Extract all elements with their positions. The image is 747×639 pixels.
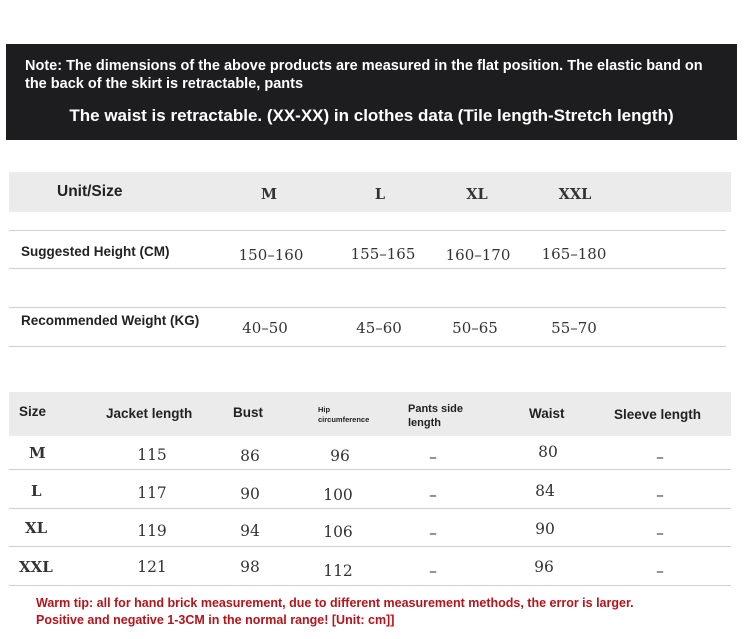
hip-xxl: 112 (323, 562, 353, 580)
jacket-xxl: 121 (137, 558, 167, 576)
divider (9, 469, 731, 470)
bust-xxl: 98 (240, 558, 260, 576)
row-size-xxl: XXL (19, 558, 53, 576)
sleeve-l: – (656, 486, 664, 504)
hip-xl: 106 (323, 523, 353, 541)
col-header-hip: Hip circumference (318, 405, 370, 424)
bust-xl: 94 (240, 522, 260, 540)
weight-xl: 50–65 (452, 319, 498, 337)
note-text: Note: The dimensions of the above products are measured in the flat position. The elastic band on the back of the skirt is retractable, pants (25, 58, 703, 92)
jacket-m: 115 (137, 446, 167, 464)
height-xxl: 165–180 (541, 245, 607, 263)
hip-m: 96 (330, 447, 350, 465)
waist-l: 84 (535, 482, 555, 500)
warm-tip-line1: Warm tip: all for hand brick measurement, due to different measurement methods, the error is larger. (36, 596, 634, 610)
col-header-bust: Bust (233, 405, 263, 420)
measurement-table-header (9, 392, 731, 436)
col-header-jacket-length: Jacket length (106, 406, 193, 421)
size-header-m: M (260, 186, 278, 203)
suggested-height-label: Suggested Height (CM) (21, 244, 170, 259)
waist-xl: 90 (535, 520, 555, 538)
weight-xxl: 55–70 (551, 319, 597, 337)
pants-m: – (429, 448, 437, 466)
weight-m: 40–50 (242, 319, 288, 337)
sleeve-m: – (656, 448, 664, 466)
divider (9, 307, 726, 308)
bust-m: 86 (240, 447, 260, 465)
pants-xxl: – (429, 562, 437, 580)
col-header-waist: Waist (529, 406, 565, 421)
recommended-weight-label: Recommended Weight (KG) (21, 313, 200, 328)
height-m: 150–160 (238, 246, 304, 264)
unit-size-header: Unit/Size (57, 183, 123, 200)
sleeve-xl: – (656, 524, 664, 542)
waist-m: 80 (538, 443, 558, 461)
sleeve-xxl: – (656, 562, 664, 580)
bust-l: 90 (240, 485, 260, 503)
col-header-size: Size (19, 404, 47, 419)
warm-tip-line2: Positive and negative 1-3CM in the normal range! [Unit: cm]] (36, 613, 395, 627)
row-size-xl: XL (25, 519, 48, 537)
row-size-l: L (31, 482, 42, 500)
divider (9, 268, 726, 269)
waist-xxl: 96 (534, 558, 554, 576)
divider (9, 230, 726, 231)
pants-l: – (429, 486, 437, 504)
height-l: 155–165 (350, 245, 416, 263)
size-header-xxl: XXL (558, 186, 592, 203)
divider (9, 546, 731, 547)
divider (9, 508, 731, 509)
jacket-l: 117 (137, 484, 167, 502)
size-recommendation-table (9, 172, 731, 350)
weight-l: 45–60 (356, 319, 402, 337)
height-xl: 160–170 (445, 246, 511, 264)
size-header-xl: XL (466, 186, 488, 203)
row-size-m: M (29, 444, 46, 462)
measurement-table (9, 392, 731, 592)
note-banner (6, 44, 737, 140)
col-header-sleeve-length: Sleeve length (614, 407, 702, 422)
size-header-l: L (374, 186, 386, 203)
divider (9, 585, 731, 586)
size-table-header (9, 172, 731, 212)
jacket-xl: 119 (137, 522, 167, 540)
divider (9, 346, 726, 347)
col-header-pants-side-length: Pants side length (408, 403, 464, 429)
note-waist-text: The waist is retractable. (XX-XX) in clothes data (Tile length-Stretch length) (69, 106, 674, 125)
hip-l: 100 (323, 486, 353, 504)
pants-xl: – (429, 524, 437, 542)
warm-tip (36, 595, 634, 629)
